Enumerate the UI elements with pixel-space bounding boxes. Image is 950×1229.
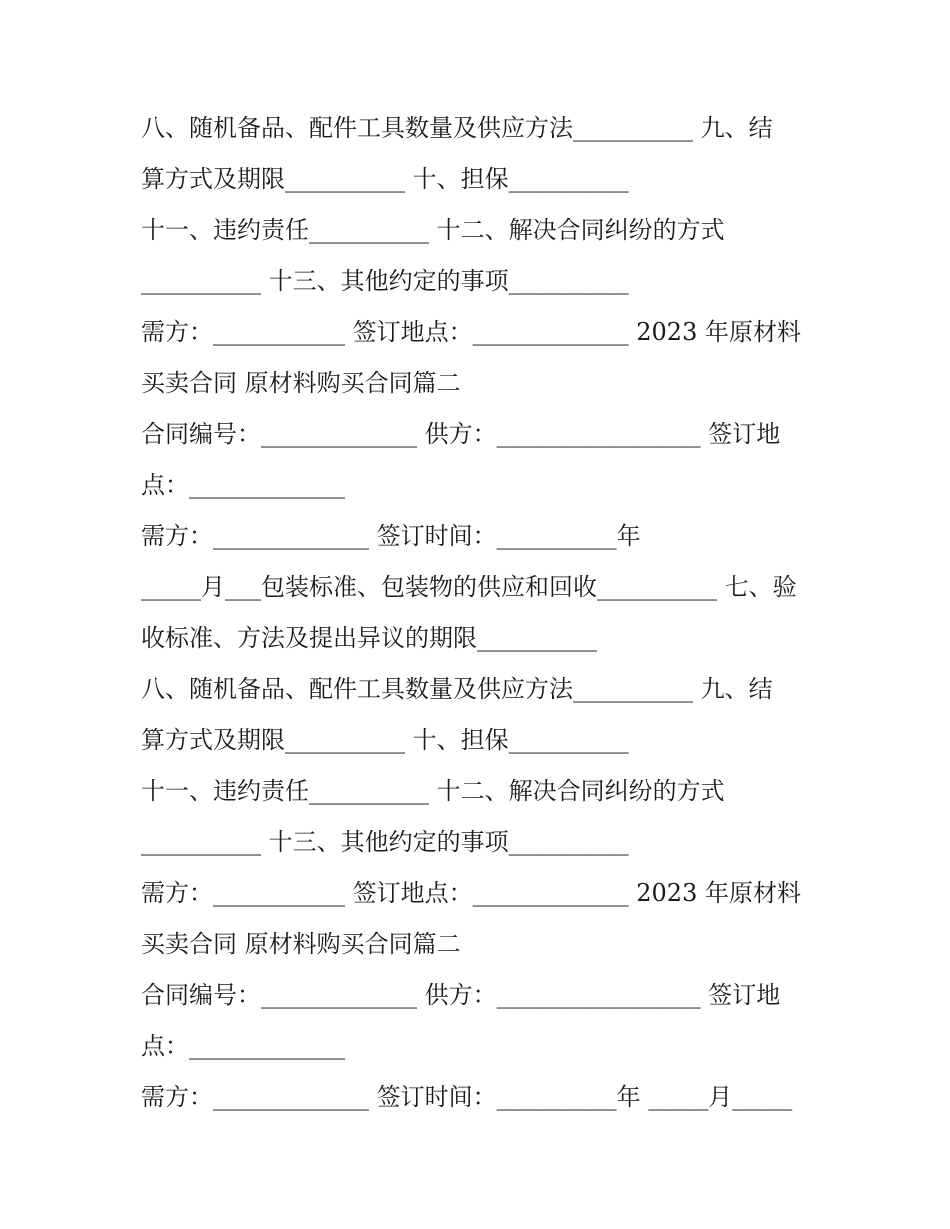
text-line: 收标准、方法及提出异议的期限__________ bbox=[141, 624, 597, 652]
text-line: 买卖合同 原材料购买合同篇二 bbox=[141, 930, 461, 958]
text-line: 点：_____________ bbox=[141, 1032, 345, 1060]
document-body bbox=[141, 103, 841, 1123]
text-line: _____月___包装标准、包装物的供应和回收__________ 七、验 bbox=[141, 573, 797, 601]
text-line: 合同编号：_____________ 供方：_________________ 签订地 bbox=[141, 981, 781, 1009]
text-line: 买卖合同 原材料购买合同篇二 bbox=[141, 369, 461, 397]
text-line: 需方：_____________ 签订时间：__________年 _____月_____ bbox=[141, 1083, 793, 1111]
text-line: 算方式及期限__________ 十、担保__________ bbox=[141, 726, 629, 754]
text-line: 十一、违约责任__________ 十二、解决合同纠纷的方式 bbox=[141, 777, 725, 805]
text-line: 需方：___________ 签订地点：_____________ 2023 年原材料 bbox=[141, 318, 801, 346]
text-line: 合同编号：_____________ 供方：_________________ 签订地 bbox=[141, 420, 781, 448]
text-line: 需方：___________ 签订地点：_____________ 2023 年原材料 bbox=[141, 879, 801, 907]
text-line: 八、随机备品、配件工具数量及供应方法__________ 九、结 bbox=[141, 675, 773, 703]
text-line: 点：_____________ bbox=[141, 471, 345, 499]
text-line: __________ 十三、其他约定的事项__________ bbox=[141, 267, 629, 295]
text-line: 需方：_____________ 签订时间：__________年 bbox=[141, 522, 641, 550]
text-line: __________ 十三、其他约定的事项__________ bbox=[141, 828, 629, 856]
text-line: 十一、违约责任__________ 十二、解决合同纠纷的方式 bbox=[141, 216, 725, 244]
text-line: 算方式及期限__________ 十、担保__________ bbox=[141, 165, 629, 193]
text-line: 八、随机备品、配件工具数量及供应方法__________ 九、结 bbox=[141, 114, 773, 142]
